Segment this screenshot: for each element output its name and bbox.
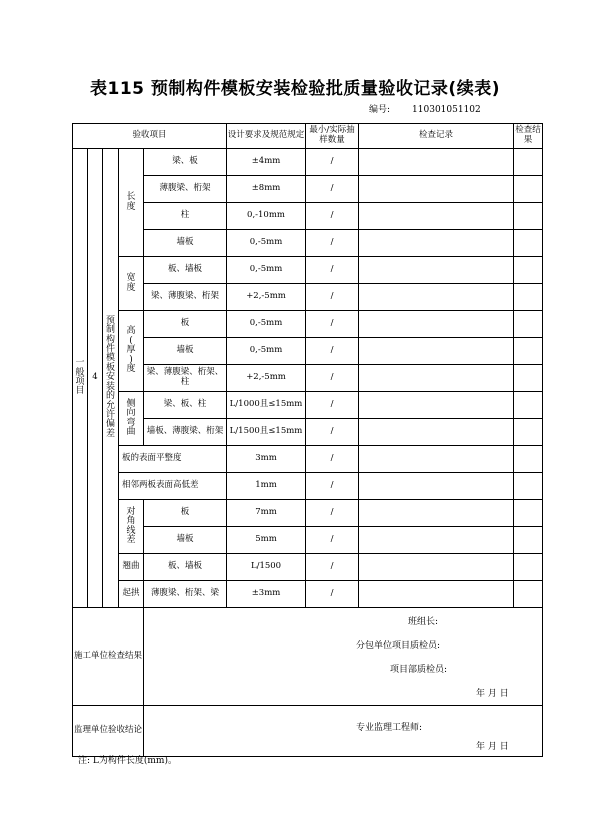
group-length: 长 度 [119, 149, 144, 257]
header-result: 检查结果 [514, 124, 543, 149]
row-result[interactable] [514, 365, 543, 392]
page-title: 表115 预制构件模板安装检验批质量验收记录(续表) [90, 79, 500, 99]
document-code [369, 102, 481, 115]
table-header-row [73, 124, 543, 149]
header-record: 检查记录 [359, 124, 514, 149]
row-item: 墙板 [144, 230, 227, 257]
table-row [73, 365, 543, 392]
row-record[interactable] [359, 257, 514, 284]
row-record[interactable] [359, 473, 514, 500]
row-sample: / [306, 554, 359, 581]
table-row [73, 230, 543, 257]
row-record[interactable] [359, 176, 514, 203]
item-number: 4 [88, 149, 103, 608]
row-result[interactable] [514, 149, 543, 176]
row-record[interactable] [359, 419, 514, 446]
row-item: 梁、板、柱 [144, 392, 227, 419]
table-row [73, 473, 543, 500]
table-row [73, 257, 543, 284]
row-sample: / [306, 500, 359, 527]
table-row [73, 284, 543, 311]
row-spec: +2,-5mm [227, 365, 306, 392]
row-spec: 0,-5mm [227, 338, 306, 365]
row-spec: 0,-10mm [227, 203, 306, 230]
table-row [73, 176, 543, 203]
header-design: 设计要求及规范规定 [227, 124, 306, 149]
row-record[interactable] [359, 284, 514, 311]
row-spec: 0,-5mm [227, 311, 306, 338]
construction-label: 施工单位检查结果 [73, 608, 144, 706]
group-height: 高 ( 厚 ) 度 [119, 311, 144, 392]
row-result[interactable] [514, 176, 543, 203]
row-sample: / [306, 527, 359, 554]
row-spec: L/1000且≤15mm [227, 392, 306, 419]
engineer-label: 专业监理工程师: [356, 723, 423, 733]
deviation-group-label: 预 制 构 件 模 板 安 装 的 允 许 偏 差 [103, 149, 119, 608]
construction-row [73, 608, 543, 706]
row-item: 薄腹梁、桁架、梁 [144, 581, 227, 608]
row-spec: 3mm [227, 446, 306, 473]
table-row [73, 500, 543, 527]
row-spec: 0,-5mm [227, 230, 306, 257]
supervision-signature-area[interactable] [144, 706, 543, 757]
row-sample: / [306, 230, 359, 257]
group-arch: 起拱 [119, 581, 144, 608]
sub-inspector-label: 分包单位项目质检员: [356, 641, 441, 651]
row-spec: L/1500 [227, 554, 306, 581]
row-result[interactable] [514, 446, 543, 473]
row-spec: ±4mm [227, 149, 306, 176]
row-sample: / [306, 446, 359, 473]
row-item: 墙板、薄腹梁、桁架 [144, 419, 227, 446]
row-spec: ±8mm [227, 176, 306, 203]
code-value: 110301051102 [412, 105, 481, 115]
row-spec: 1mm [227, 473, 306, 500]
row-sample: / [306, 284, 359, 311]
table-row [73, 527, 543, 554]
table-row [73, 419, 543, 446]
row-item: 柱 [144, 203, 227, 230]
row-sample: / [306, 392, 359, 419]
row-result[interactable] [514, 554, 543, 581]
row-sample: / [306, 419, 359, 446]
row-item: 薄腹梁、桁架 [144, 176, 227, 203]
row-record[interactable] [359, 203, 514, 230]
row-record[interactable] [359, 446, 514, 473]
supervision-row [73, 706, 543, 757]
row-result[interactable] [514, 311, 543, 338]
row-record[interactable] [359, 527, 514, 554]
header-sample: 最小/实际抽样数量 [306, 124, 359, 149]
row-item: 板、墙板 [144, 257, 227, 284]
row-record[interactable] [359, 230, 514, 257]
row-record[interactable] [359, 365, 514, 392]
row-sample: / [306, 338, 359, 365]
row-result[interactable] [514, 230, 543, 257]
row-item: 墙板 [144, 527, 227, 554]
row-item: 梁、薄腹梁、桁架 [144, 284, 227, 311]
team-leader-label: 班组长: [408, 617, 439, 627]
row-item: 板 [144, 500, 227, 527]
table-row [73, 311, 543, 338]
row-result[interactable] [514, 527, 543, 554]
row-result[interactable] [514, 419, 543, 446]
code-label: 编号: [369, 105, 391, 115]
group-diagonal: 对 角 线 差 [119, 500, 144, 554]
group-warp: 翘曲 [119, 554, 144, 581]
supervision-date: 年 月 日 [476, 742, 509, 752]
row-item: 梁、薄腹梁、桁架、柱 [144, 365, 227, 392]
row-result[interactable] [514, 203, 543, 230]
supervision-label: 监理单位验收结论 [73, 706, 144, 757]
row-item: 板 [144, 311, 227, 338]
row-record[interactable] [359, 500, 514, 527]
row-result[interactable] [514, 392, 543, 419]
row-result[interactable] [514, 500, 543, 527]
table-row [73, 203, 543, 230]
table-row [73, 446, 543, 473]
inspection-table [72, 123, 543, 757]
row-sample: / [306, 365, 359, 392]
row-spec: L/1500且≤15mm [227, 419, 306, 446]
footnote: 注: L为构件长度(mm)。 [78, 756, 177, 766]
row-sample: / [306, 581, 359, 608]
row-result[interactable] [514, 257, 543, 284]
row-spec: +2,-5mm [227, 284, 306, 311]
table-row [73, 554, 543, 581]
row-sample: / [306, 473, 359, 500]
construction-signature-area[interactable] [144, 608, 543, 706]
table-row [73, 581, 543, 608]
row-record[interactable] [359, 392, 514, 419]
group-side-bend: 侧 向 弯 曲 [119, 392, 144, 446]
row-spec: 0,-5mm [227, 257, 306, 284]
row-sample: / [306, 311, 359, 338]
row-item: 墙板 [144, 338, 227, 365]
row-result[interactable] [514, 581, 543, 608]
row-spec: 7mm [227, 500, 306, 527]
row-record[interactable] [359, 149, 514, 176]
table-row [73, 149, 543, 176]
project-inspector-label: 项目部质检员: [390, 665, 448, 675]
row-spec: ±3mm [227, 581, 306, 608]
general-item-label: 一 般 项 目 [73, 149, 88, 608]
row-record[interactable] [359, 338, 514, 365]
table-row [73, 392, 543, 419]
construction-date: 年 月 日 [476, 689, 509, 699]
row-result[interactable] [514, 473, 543, 500]
header-item: 验收项目 [73, 124, 227, 149]
row-record[interactable] [359, 581, 514, 608]
row-sample: / [306, 149, 359, 176]
row-item: 板的表面平整度 [119, 446, 227, 473]
row-item: 板、墙板 [144, 554, 227, 581]
row-item: 梁、板 [144, 149, 227, 176]
row-spec: 5mm [227, 527, 306, 554]
row-sample: / [306, 257, 359, 284]
row-sample: / [306, 203, 359, 230]
row-result[interactable] [514, 284, 543, 311]
group-width: 宽 度 [119, 257, 144, 311]
row-sample: / [306, 176, 359, 203]
row-record[interactable] [359, 554, 514, 581]
row-record[interactable] [359, 311, 514, 338]
row-result[interactable] [514, 338, 543, 365]
table-row [73, 338, 543, 365]
row-item: 相邻两板表面高低差 [119, 473, 227, 500]
